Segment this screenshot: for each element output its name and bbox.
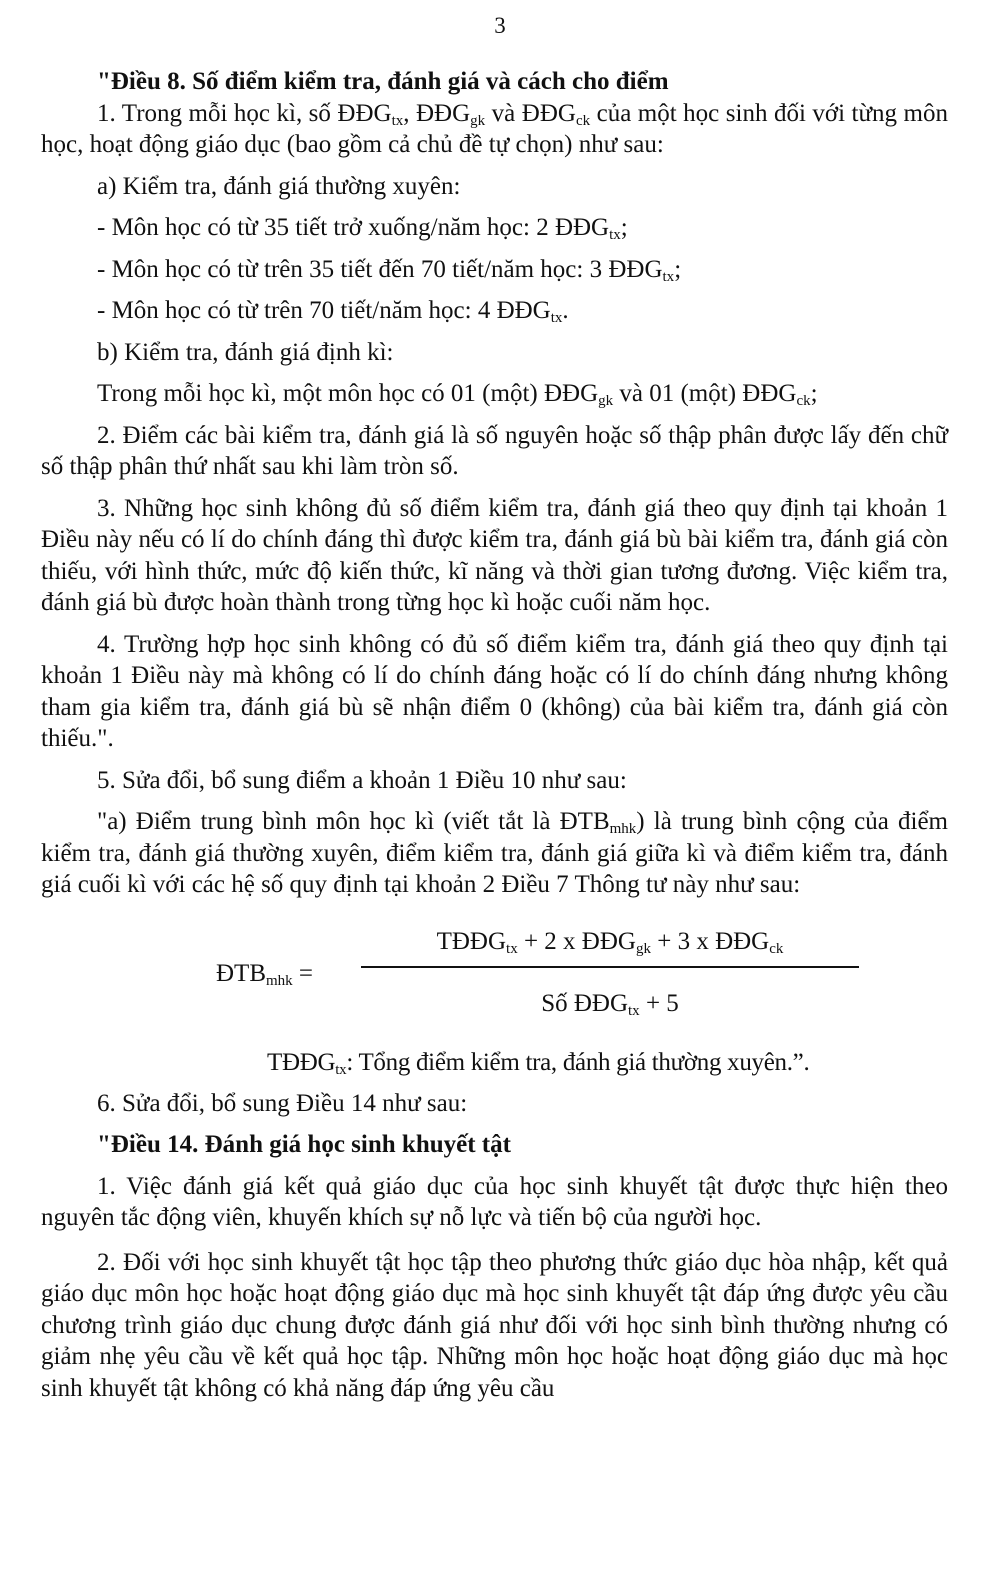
article-8-clause-3: 3. Những học sinh không đủ số điểm kiểm tra, đánh giá theo quy định tại khoản 1 Điều này nếu có lí do chính đáng thì được kiểm tra, đánh giá bù bài kiểm tra, đánh giá còn thiếu, với hình thức, mức độ kiến thức, kĩ năng và thời gian tương đương. Việc kiểm tra, đánh giá bù được hoàn thành trong từng học kì hoặc cuối năm học. [41,494,948,616]
article-8-clause-2: 2. Điểm các bài kiểm tra, đánh giá là số nguyên hoặc số thập phân được lấy đến chữ số thập phân thứ nhất sau khi làm tròn số. [41,421,948,480]
clause-1-point-a: a) Kiểm tra, đánh giá thường xuyên: [97,172,461,200]
amendment-5-intro: 5. Sửa đổi, bổ sung điểm a khoản 1 Điều 10 như sau: [97,766,627,794]
amendment-6-intro: 6. Sửa đổi, bổ sung Điều 14 như sau: [97,1089,468,1117]
formula-note: $TĐĐG_{tx}$: Tổng điểm kiểm tra, đánh giá thường xuyên.”. [267,1048,810,1078]
article-8-clause-1: 1. Trong mỗi học kì, số $ĐĐG_{tx}$, $ĐĐG_{gk}$ và $ĐĐG_{ck}$ của một học sinh đối với từng môn học, hoạt động giáo dục (bao gồm cả chủ đề tự chọn) như sau: [41,99,948,158]
list-item: - Môn học có từ trên 35 tiết đến 70 tiết/năm học: 3 $ĐĐG_{tx}$; [97,255,682,285]
formula-numerator: $TĐĐG_{tx} + 2$ x $ĐĐG_{gk} + 3$ x $ĐĐG_{ck}$ [436,927,784,957]
formula-denominator: Số $ĐĐG_{tx} + 5$ [541,989,679,1019]
fraction-bar [361,966,859,968]
list-item: - Môn học có từ trên 70 tiết/năm học: 4 $ĐĐG_{tx}$. [97,297,569,326]
page-content [41,64,948,1404]
formula-lhs: $ĐTB_{mhk}$ = [216,959,314,989]
article-14-clause-2: 2. Đối với học sinh khuyết tật học tập theo phương thức giáo dục hòa nhập, kết quả giáo dục môn học hoặc hoạt động giáo dục mà học sinh khuyết tật đáp ứng được yêu cầu chương trình giáo dục chung được đánh giá như đối với học sinh bình thường nhưng có giảm nhẹ yêu cầu về kết quả học tập. Những môn học hoặc hoạt động giáo dục mà học sinh khuyết tật không có khả năng đáp ứng yêu cầu [41,1248,948,1402]
list-item: - Môn học có từ 35 tiết trở xuống/năm học: 2 $ĐĐG_{tx}$; [97,214,628,243]
article-14-heading: "Điều 14. Đánh giá học sinh khuyết tật [97,1131,511,1158]
clause-1-point-b: b) Kiểm tra, đánh giá định kì: [97,338,394,366]
clause-1-point-b-text: Trong mỗi học kì, một môn học có 01 (một) $ĐĐG_{gk}$ và 01 (một) $ĐĐG_{ck}$; [97,380,818,409]
article-14-clause-1: 1. Việc đánh giá kết quả giáo dục của học sinh khuyết tật được thực hiện theo nguyên tắc động viên, khuyến khích sự nỗ lực và tiến bộ của người học. [41,1172,948,1231]
page-number: 3 [494,13,506,38]
average-score-formula [41,919,948,1037]
article-8-heading: "Điều 8. Số điểm kiểm tra, đánh giá và cách cho điểm [97,68,669,95]
article-8-clause-4: 4. Trường hợp học sinh không có đủ số điểm kiểm tra, đánh giá theo quy định tại khoản 1 Điều này mà không có lí do chính đáng hoặc có lí do chính đáng nhưng không tham gia kiểm tra, đánh giá bù sẽ nhận điểm 0 (không) của bài kiểm tra, đánh giá còn thiếu.". [41,630,948,752]
amendment-5-point-a: "a) Điểm trung bình môn học kì (viết tắt là $ĐTB_{mhk}$) là trung bình cộng của điểm kiểm tra, đánh giá thường xuyên, điểm kiểm tra, đánh giá giữa kì và điểm kiểm tra, đánh giá cuối kì với các hệ số quy định tại khoản 2 Điều 7 Thông tư này như sau: [41,808,948,898]
